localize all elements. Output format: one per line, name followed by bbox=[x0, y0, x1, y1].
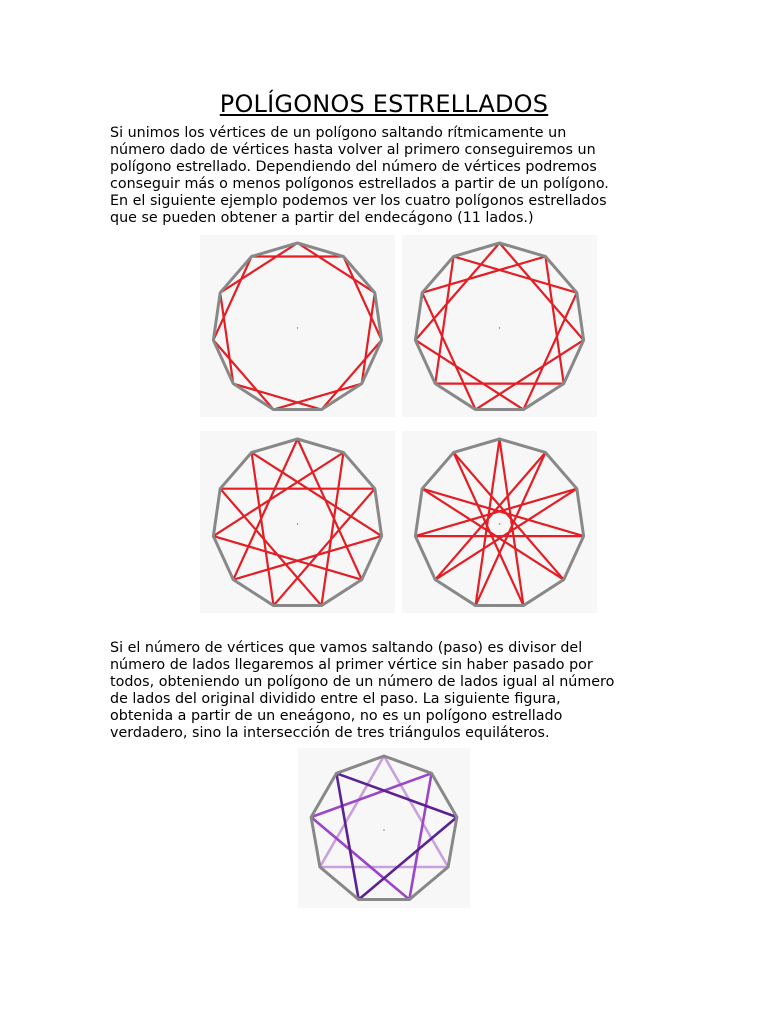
triangle-line bbox=[336, 773, 456, 899]
star-figure-step-5 bbox=[402, 431, 597, 613]
text-line: polígono estrellado. Dependiendo del número de vértices podremos bbox=[110, 159, 597, 175]
divisor-paragraph bbox=[110, 640, 670, 742]
page-title: POLÍGONOS ESTRELLADOS bbox=[219, 90, 549, 118]
star-figure-step-3 bbox=[402, 235, 597, 417]
enneagon-triangles-figure bbox=[298, 748, 470, 908]
star-line bbox=[415, 439, 583, 606]
star-figure-step-2 bbox=[200, 235, 395, 417]
triangle-line bbox=[311, 773, 431, 899]
center-point bbox=[297, 327, 298, 328]
text-line: En el siguiente ejemplo podemos ver los cuatro polígonos estrellados bbox=[110, 193, 607, 209]
outer-polygon bbox=[213, 439, 381, 606]
center-point bbox=[297, 523, 298, 524]
text-line: obtenida a partir de un eneágono, no es un polígono estrellado bbox=[110, 708, 563, 724]
text-line: todos, obteniendo un polígono de un número de lados igual al número bbox=[110, 674, 615, 690]
text-line: verdadero, sino la intersección de tres triángulos equiláteros. bbox=[110, 725, 550, 741]
text-line: de lados del original dividido entre el paso. La siguiente figura, bbox=[110, 691, 561, 707]
center-point bbox=[383, 829, 384, 830]
center-point bbox=[499, 327, 500, 328]
star-line bbox=[213, 243, 381, 410]
text-line: número dado de vértices hasta volver al primero conseguiremos un bbox=[110, 142, 596, 158]
figure-svg bbox=[200, 235, 395, 417]
text-line: que se pueden obtener a partir del endecágono (11 lados.) bbox=[110, 210, 534, 226]
figure-svg bbox=[402, 235, 597, 417]
text-line: conseguir más o menos polígonos estrellados a partir de un polígono. bbox=[110, 176, 609, 192]
outer-polygon bbox=[415, 439, 583, 606]
text-line: Si unimos los vértices de un polígono saltando rítmicamente un bbox=[110, 125, 567, 141]
text-line: número de lados llegaremos al primer vértice sin haber pasado por bbox=[110, 657, 593, 673]
figure-svg bbox=[402, 431, 597, 613]
figure-svg bbox=[298, 748, 470, 908]
center-point bbox=[499, 523, 500, 524]
star-figure-step-4 bbox=[200, 431, 395, 613]
figure-svg bbox=[200, 431, 395, 613]
star-line bbox=[415, 243, 583, 410]
text-line: Si el número de vértices que vamos saltando (paso) es divisor del bbox=[110, 640, 583, 656]
intro-paragraph bbox=[110, 125, 670, 227]
star-line bbox=[213, 439, 381, 606]
